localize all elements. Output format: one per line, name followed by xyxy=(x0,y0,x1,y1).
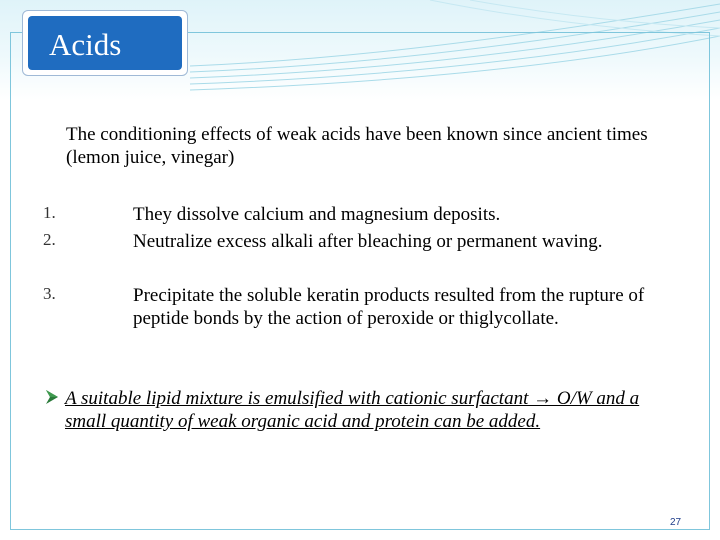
slide-title: Acids xyxy=(49,27,122,62)
arrow-bullet-icon xyxy=(45,389,59,405)
list-number-1: 1. xyxy=(43,203,56,222)
title-box xyxy=(22,10,188,76)
list-item-3: Precipitate the soluble keratin products resulted from the rupture of peptide bonds by the action of peroxide or thiglycollate. xyxy=(133,285,645,329)
list-number-2: 2. xyxy=(43,230,56,249)
intro-text: The conditioning effects of weak acids have been known since ancient times (lemon juice, vinegar) xyxy=(66,124,648,168)
slide-frame xyxy=(10,32,710,530)
list-number-3: 3. xyxy=(43,284,56,303)
page-number: 27 xyxy=(670,517,682,528)
note-text: A suitable lipid mixture is emulsified with cationic surfactant → O/W and a small quantity of weak organic acid and protein can be added. xyxy=(65,388,640,432)
list-item-1: They dissolve calcium and magnesium deposits. xyxy=(133,204,501,225)
list-item-2: Neutralize excess alkali after bleaching or permanent waving. xyxy=(133,231,603,252)
